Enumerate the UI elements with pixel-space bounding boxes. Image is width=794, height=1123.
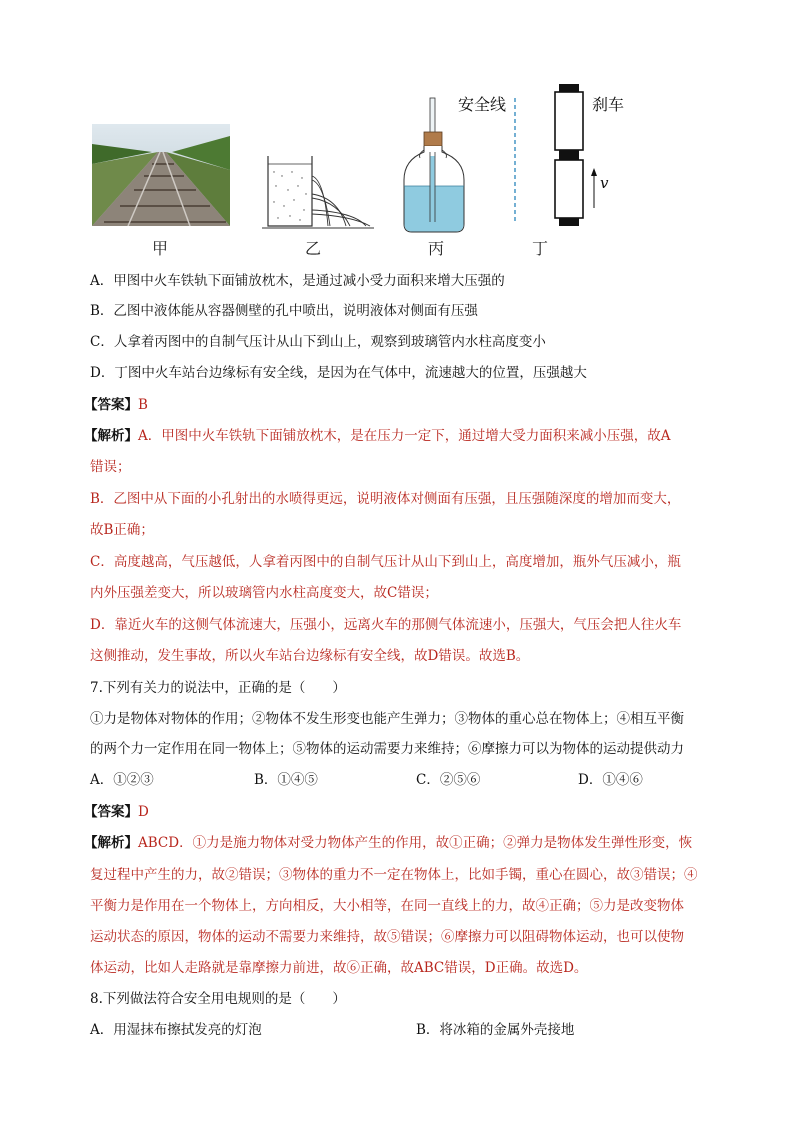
brake-label: 刹车: [592, 95, 625, 114]
q6-answer: [84, 396, 148, 414]
q7-statement-1: ①力是物体对物体的作用；②物体不发生形变也能产生弹力；③物体的重心总在物体上；④相互平衡: [90, 711, 684, 727]
analysis-text: ABCD．①力是施力物体对受力物体产生的作用，故①正确；: [138, 835, 504, 851]
q7-analysis-line-4: 运动状态的原因，物体的运动不需要力来维持，故⑤错误；⑥摩擦力可以阻碍物体运动，也可以使物: [90, 929, 684, 945]
railway-photo: [92, 124, 230, 226]
answer-label: 【答案】: [84, 804, 138, 820]
analysis-text: ②弹力是物体发生弹性形变，恢: [503, 835, 693, 851]
q6-analysis-line-6: 内外压强差变大，所以玻璃管内水柱高度变大，故C错误；: [90, 585, 438, 601]
q7-analysis-line-5: 体运动，比如人走路就是靠摩擦力前进，故⑥正确，故ABC错误，D正确。故选D。: [90, 960, 588, 976]
q8-option-a: A．用湿抹布擦拭发亮的灯泡: [90, 1022, 262, 1038]
q6-analysis-line-1: [84, 427, 671, 445]
q6-option-c: C．人拿着丙图中的自制气压计从山下到山上，观察到玻璃管内水柱高度变小: [90, 334, 546, 350]
analysis-label: 【解析】: [84, 835, 138, 851]
q7-analysis-line-3: 平衡力是作用在一个物体上，方向相反，大小相等，在同一直线上的力，故④正确；⑤力是改变物体: [90, 898, 684, 914]
q6-analysis-line-3: B．乙图中从下面的小孔射出的水喷得更远，说明液体对侧面有压强，且压强随深度的增加而变大，: [90, 491, 681, 507]
q6-option-d: D．丁图中火车站台边缘标有安全线，是因为在气体中，流速越大的位置，压强越大: [90, 365, 587, 381]
q6-analysis-line-8: 这侧推动，发生事故，所以火车站台边缘标有安全线，故D错误。故选B。: [90, 648, 530, 664]
answer-value: D: [138, 804, 149, 820]
safety-line-label: 安全线: [458, 95, 507, 114]
bottle-barometer-diagram: [400, 96, 468, 234]
q7-statement-2: 的两个力一定作用在同一物体上；⑤物体的运动需要力来维持；⑥摩擦力可以为物体的运动提供动力: [90, 741, 684, 757]
answer-value: B: [138, 397, 148, 413]
q7-option-b: B．①④⑤: [254, 772, 318, 788]
q7-analysis-line-1: [84, 834, 692, 852]
q7-analysis-line-2: 复过程中产生的力，故②错误；③物体的重力不一定在物体上，比如手镯，重心在圆心，故③错误；④: [90, 867, 698, 883]
q8-option-b: B．将冰箱的金属外壳接地: [416, 1022, 575, 1038]
q6-option-a: A．甲图中火车铁轨下面铺放枕木，是通过减小受力面积来增大压强的: [90, 273, 505, 289]
caption-jia: 甲: [152, 239, 169, 258]
q7-answer: [84, 803, 149, 821]
q8-stem: 8.下列做法符合安全用电规则的是（ ）: [90, 991, 346, 1007]
caption-bing: 丙: [428, 239, 445, 258]
liquid-container-diagram: [262, 150, 380, 230]
q6-analysis-line-4: 故B正确；: [90, 522, 154, 538]
q7-option-c: C．②⑤⑥: [416, 772, 481, 788]
q6-analysis-line-7: D．靠近火车的这侧气体流速大，压强小，远离火车的那侧气体流速小，压强大，气压会把人往火车: [90, 617, 682, 633]
caption-ding: 丁: [532, 239, 549, 258]
analysis-label: 【解析】: [84, 428, 138, 444]
q6-analysis-line-5: C．高度越高，气压越低，人拿着丙图中的自制气压计从山下到山上，高度增加，瓶外气压减小，瓶: [90, 554, 681, 570]
q7-option-d: D．①④⑥: [578, 772, 643, 788]
analysis-text: A．甲图中火车铁轨下面铺放枕木，是在压力一定下，通过增大受力面积来减小压强，故A: [138, 428, 671, 444]
q6-analysis-line-2: 错误；: [90, 459, 131, 475]
answer-label: 【答案】: [84, 397, 138, 413]
q6-option-b: B．乙图中液体能从容器侧壁的孔中喷出，说明液体对侧面有压强: [90, 303, 478, 319]
caption-yi: 乙: [305, 239, 322, 258]
velocity-label: v: [600, 174, 609, 192]
q7-option-a: A．①②③: [90, 772, 154, 788]
q7-stem: 7.下列有关力的说法中，正确的是（ ）: [90, 680, 346, 696]
